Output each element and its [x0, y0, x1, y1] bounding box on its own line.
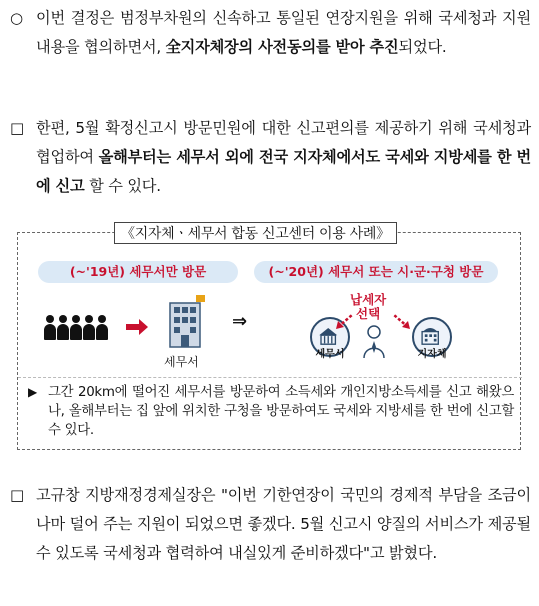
divider: [18, 377, 522, 378]
before-header: (~'19년) 세무서만 방문: [38, 261, 238, 283]
paragraph-body: [6, 4, 531, 62]
paragraph-filing: [6, 114, 531, 201]
text-start: 한편, 5월 확정신고시 방문민원에 대한 신고편의를 제공하기 위해 국세청과 협업하여: [36, 119, 531, 166]
text-bold: 올해부터는 세무서 외에 전국 지자체에서도 국세와 지방세를 한 번에 신고: [36, 148, 532, 195]
square-bullet: □: [10, 119, 24, 137]
arrow-right-icon: [126, 317, 148, 337]
paragraph-body: [6, 114, 531, 201]
implies-arrow: ⇒: [232, 311, 248, 332]
example-title: 《지자체ㆍ세무서 합동 신고센터 이용 사례》: [114, 222, 397, 244]
example-box: [17, 226, 521, 450]
note-text: 그간 20km에 떨어진 세무서를 방문하여 소득세와 개인지방소득세를 신고 해왔으나, 올해부터는 집 앞에 위치한 구청을 방문하여도 국세와 지방세를 한 번에 신고할 수 있다.: [48, 385, 514, 438]
people-group-icon: [44, 315, 108, 341]
paragraph-decision: [6, 4, 531, 62]
text-end: 할 수 있다.: [84, 177, 161, 195]
taxpayer-label: 납세자: [350, 292, 387, 307]
circle-bullet: ○: [10, 9, 23, 27]
office-label: 세무서: [164, 355, 199, 369]
example-note: [28, 383, 514, 440]
choice-label: 선택: [356, 306, 381, 321]
paragraph-body: 고규창 지방재정경제실장은 "이번 기한연장이 국민의 경제적 부담을 조금이나마 덜어 주는 지원이 되었으면 좋겠다. 5월 신고시 양질의 서비스가 제공될 수 있도록 국세청과 협력하여 내실있게 준비하겠다"고 밝혔다.: [36, 486, 531, 562]
local-government-label: 지자체: [417, 349, 447, 360]
text-bold: 全지자체장의 사전동의를 받아 추진: [165, 38, 399, 56]
taxpayer-person-icon: [363, 325, 385, 359]
square-bullet: □: [10, 486, 24, 504]
after-header: (~'20년) 세무서 또는 시·군·구청 방문: [254, 261, 498, 283]
text-end: 되었다.: [398, 38, 447, 56]
text-start: 이번 결정은 범정부차원의 신속하고 통일된 연장지원을 위해 국세청과 지원내용을 협의하면서,: [36, 9, 531, 56]
triangle-bullet: ▶: [28, 385, 37, 399]
paragraph-quote: [6, 481, 531, 568]
tax-office-label: 세무서: [315, 349, 345, 360]
building-icon: [166, 293, 206, 349]
